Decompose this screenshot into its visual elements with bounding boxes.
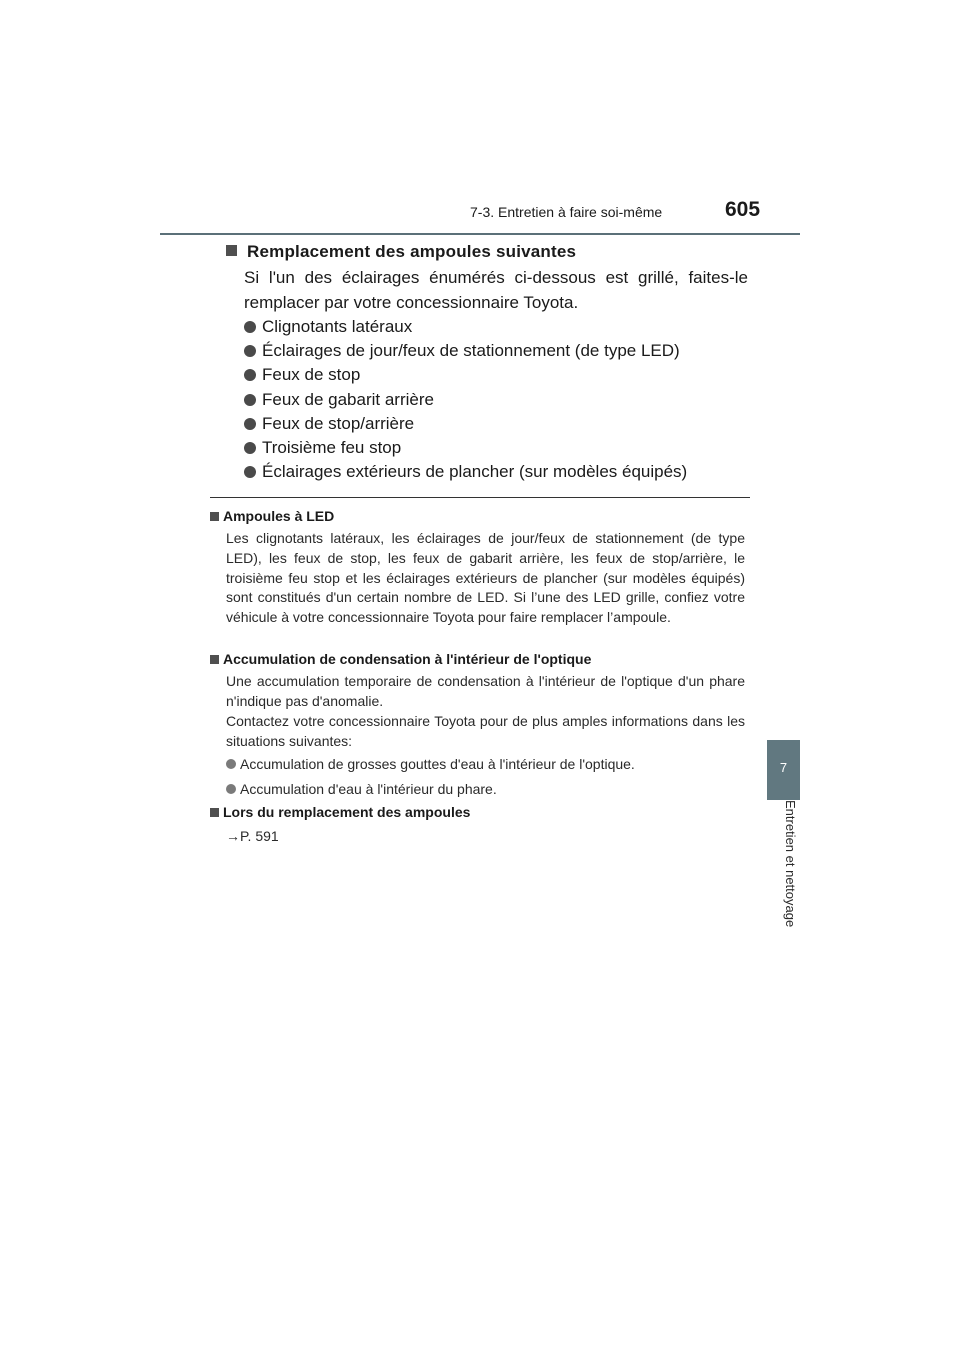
page-number: 605 (725, 198, 761, 221)
list-item: Troisième feu stop (244, 436, 687, 460)
bullet-icon (244, 394, 256, 406)
chapter-label: Entretien et nettoyage (783, 800, 798, 928)
note-condensation-text2: Contactez votre concessionnaire Toyota pour de plus amples informations dans les situations suivantes: (226, 713, 745, 749)
bullet-icon (226, 759, 236, 769)
list-item: Éclairages de jour/feux de stationnement (de type LED) (244, 339, 687, 363)
square-bullet-icon (226, 245, 237, 256)
bullet-icon (244, 345, 256, 357)
note-condensation-title: Accumulation de condensation à l'intérieur de l'optique (210, 651, 591, 667)
main-heading (226, 242, 576, 262)
list-item: Clignotants latéraux (244, 315, 687, 339)
chapter-number: 7 (779, 760, 788, 775)
page-reference-link[interactable]: →P. 591 (226, 828, 279, 844)
section-divider (210, 497, 750, 498)
list-item: Accumulation de grosses gouttes d'eau à l'intérieur de l'optique. (226, 755, 635, 775)
list-item: Feux de stop (244, 363, 687, 387)
bulb-list (244, 315, 687, 484)
list-item: Éclairages extérieurs de plancher (sur modèles équipés) (244, 460, 687, 484)
note-led-title: Ampoules à LED (210, 508, 334, 524)
bullet-icon (244, 466, 256, 478)
list-item: Accumulation d'eau à l'intérieur du phare. (226, 780, 497, 800)
bullet-icon (244, 418, 256, 430)
note-condensation-text1: Une accumulation temporaire de condensation à l'intérieur de l'optique d'un phare n'indique pas d'anomalie. (226, 673, 745, 709)
main-intro: Si l'un des éclairages énumérés ci-dessous est grillé, faites-le remplacer par votre concessionnaire Toyota. (244, 268, 748, 312)
bullet-icon (244, 321, 256, 333)
section-title: 7-3. Entretien à faire soi-même (470, 204, 663, 220)
square-bullet-icon (210, 512, 219, 521)
bullet-icon (226, 784, 236, 794)
square-bullet-icon (210, 808, 219, 817)
note-led-text: Les clignotants latéraux, les éclairages de jour/feux de stationnement (de type LED), les feux de stop, les feux de gabarit arrière, les feux de stop/arrière, le troisième feu stop et les éclairages extérieurs de plancher (sur modèles équipés) sont constitués d'un certain nombre de LED. Si l’une des LED grille, confiez votre véhicule à votre concessionnaire Toyota pour faire remplacer l’ampoule. (226, 530, 745, 626)
note-replacement-title: Lors du remplacement des ampoules (210, 804, 470, 820)
header-rule (160, 233, 800, 235)
list-item: Feux de stop/arrière (244, 412, 687, 436)
main-heading-text: Remplacement des ampoules suivantes (247, 242, 577, 261)
square-bullet-icon (210, 655, 219, 664)
bullet-icon (244, 369, 256, 381)
bullet-icon (244, 442, 256, 454)
list-item: Feux de gabarit arrière (244, 388, 687, 412)
